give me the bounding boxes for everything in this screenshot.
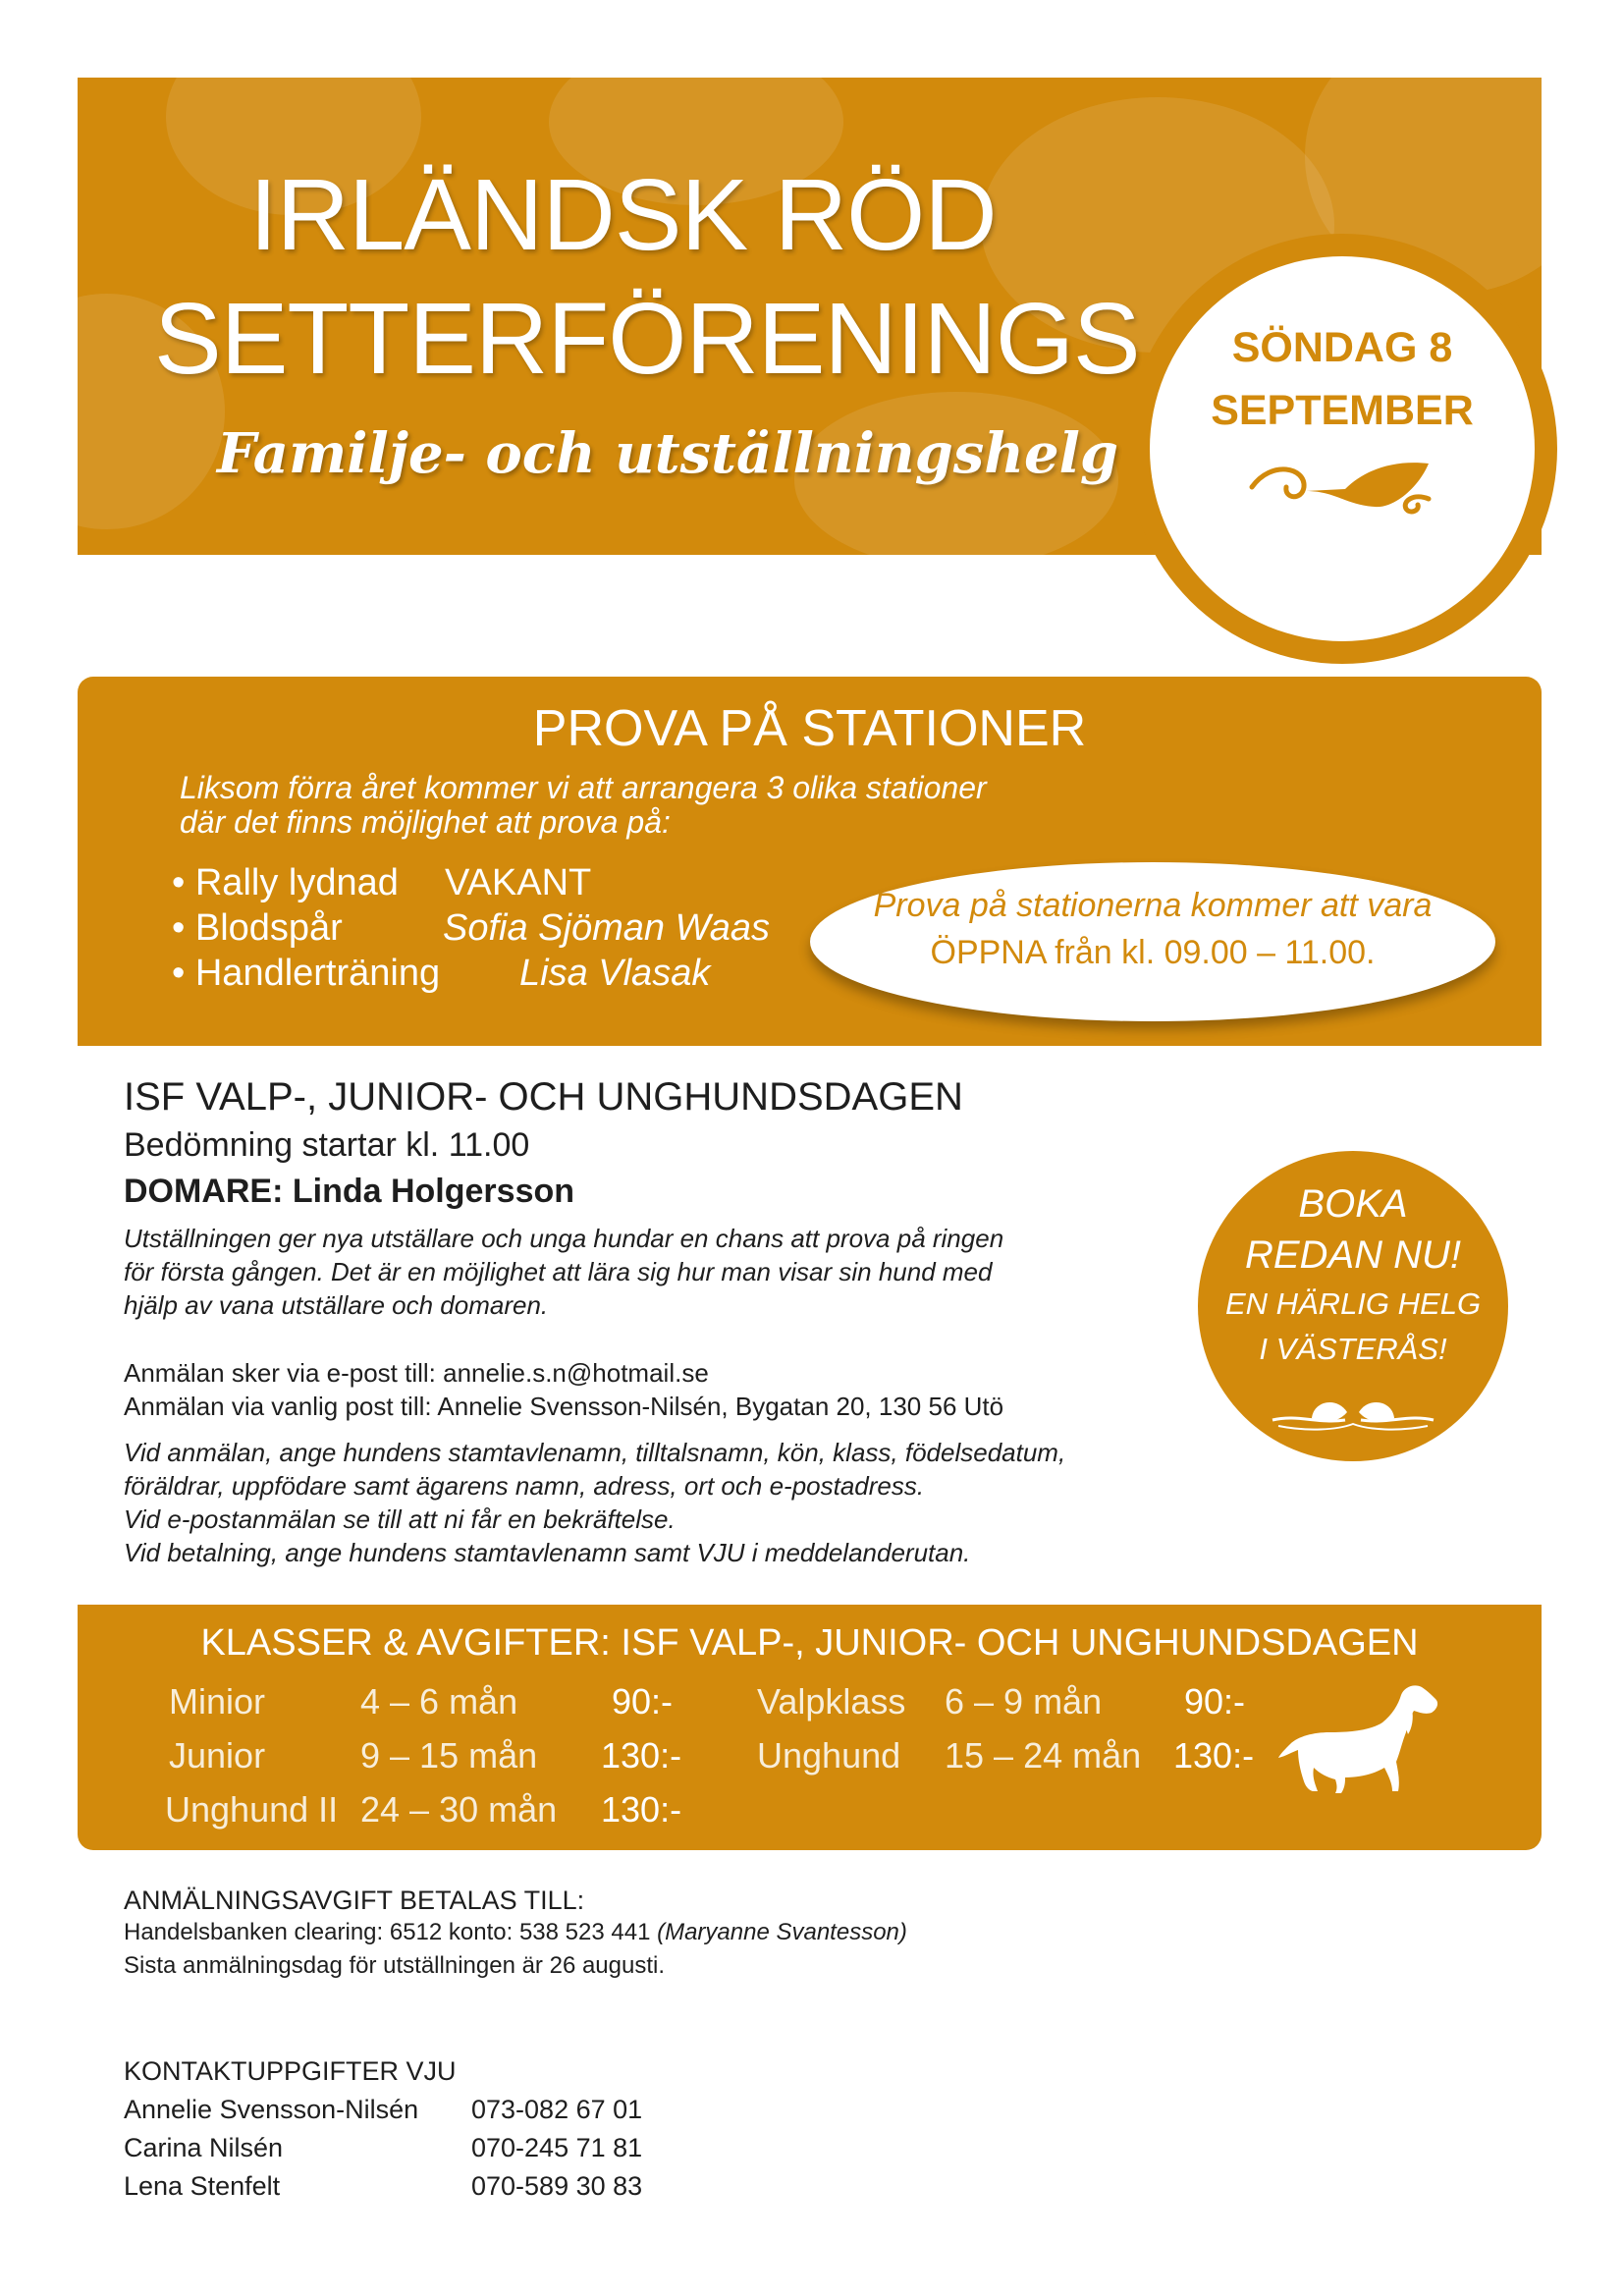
contact-name: Lena Stenfelt bbox=[124, 2171, 281, 2201]
class-name: Valpklass bbox=[757, 1681, 906, 1722]
book-now-line: REDAN NU! bbox=[1244, 1233, 1462, 1277]
leaf-ornament-icon bbox=[1247, 450, 1443, 519]
contact-name: Carina Nilsén bbox=[124, 2133, 284, 2162]
info-line: föräldrar, uppfödare samt ägarens namn, adress, ort och e-postadress. bbox=[124, 1471, 925, 1501]
bank-account: Handelsbanken clearing: 6512 konto: 538 523 441 bbox=[124, 1919, 651, 1945]
opening-hours-time: ÖPPNA från kl. 09.00 – 11.00. bbox=[930, 934, 1376, 971]
book-now-text bbox=[1198, 1178, 1508, 1371]
date-month: SEPTEMBER bbox=[1211, 387, 1474, 434]
class-fee: 130:- bbox=[601, 1735, 682, 1776]
class-name: Junior bbox=[169, 1735, 266, 1776]
station-name: • Handlerträning bbox=[172, 953, 441, 994]
bank-account-holder: (Maryanne Svantesson) bbox=[657, 1919, 907, 1945]
class-name: Unghund bbox=[757, 1735, 901, 1776]
isf-description bbox=[124, 1222, 1003, 1322]
opening-hours-text bbox=[810, 882, 1495, 976]
registration-deadline: Sista anmälningsdag för utställningen är 26 augusti. bbox=[124, 1952, 666, 1979]
description-line: för första gången. Det är en möjlighet att lära sig hur man visar sin hund med bbox=[124, 1257, 993, 1286]
isf-heading: ISF VALP-, JUNIOR- OCH UNGHUNDSDAGEN bbox=[124, 1075, 963, 1119]
class-name: Unghund II bbox=[165, 1789, 339, 1830]
info-line: Vid e-postanmälan se till att ni får en bekräftelse. bbox=[124, 1504, 676, 1534]
date-badge bbox=[1150, 256, 1535, 641]
stations-intro bbox=[180, 771, 1162, 840]
station-item bbox=[172, 953, 711, 995]
book-now-line: EN HÄRLIG HELG bbox=[1224, 1286, 1482, 1321]
contacts-heading: KONTAKTUPPGIFTER VJU bbox=[124, 2056, 457, 2086]
classes-fees-heading: KLASSER & AVGIFTER: ISF VALP-, JUNIOR- OCH UNGHUNDSDAGEN bbox=[200, 1622, 1419, 1664]
station-name: • Rally lydnad bbox=[172, 862, 399, 903]
class-age: 4 – 6 mån bbox=[360, 1681, 518, 1722]
class-name: Minior bbox=[169, 1681, 266, 1722]
station-person: Lisa Vlasak bbox=[519, 953, 711, 994]
station-person: VAKANT bbox=[445, 862, 592, 903]
contact-phone: 070-245 71 81 bbox=[471, 2133, 643, 2162]
class-fee: 130:- bbox=[601, 1789, 682, 1830]
book-now-line: BOKA bbox=[1298, 1182, 1408, 1226]
class-fee: 90:- bbox=[612, 1681, 674, 1722]
bank-details bbox=[124, 1919, 907, 1946]
station-item bbox=[172, 862, 592, 904]
registration-email: Anmälan sker via e-post till: annelie.s.n@hotmail.se bbox=[124, 1358, 709, 1388]
class-fee: 130:- bbox=[1173, 1735, 1255, 1776]
description-line: Utställningen ger nya utställare och unga hundar en chans att prova på ringen bbox=[124, 1224, 1004, 1253]
station-item bbox=[172, 907, 771, 950]
class-age: 6 – 9 mån bbox=[945, 1681, 1103, 1722]
station-name: • Blodspår bbox=[172, 907, 343, 949]
class-fee: 90:- bbox=[1184, 1681, 1246, 1722]
date-day: SÖNDAG 8 bbox=[1231, 324, 1453, 371]
judge-name: DOMARE: Linda Holgersson bbox=[124, 1173, 575, 1210]
contact-name: Annelie Svensson-Nilsén bbox=[124, 2095, 419, 2124]
setter-dog-icon bbox=[1276, 1679, 1443, 1797]
description-line: hjälp av vana utställare och domaren. bbox=[124, 1290, 549, 1320]
station-person: Sofia Sjöman Waas bbox=[443, 907, 771, 949]
registration-info bbox=[124, 1436, 1065, 1569]
class-age: 9 – 15 mån bbox=[360, 1735, 538, 1776]
subtitle: Familje- och utställningshelg bbox=[217, 421, 1119, 486]
payment-heading: ANMÄLNINGSAVGIFT BETALAS TILL: bbox=[124, 1886, 585, 1915]
info-line: Vid betalning, ange hundens stamtavlenamn samt VJU i meddelanderutan. bbox=[124, 1538, 971, 1567]
leaf-ornament-icon bbox=[1269, 1394, 1437, 1434]
contact-phone: 070-589 30 83 bbox=[471, 2171, 643, 2201]
book-now-line: I VÄSTERÅS! bbox=[1259, 1332, 1447, 1366]
registration-post: Anmälan via vanlig post till: Annelie Svensson-Nilsén, Bygatan 20, 130 56 Utö bbox=[124, 1392, 1004, 1421]
opening-hours-line: Prova på stationerna kommer att vara bbox=[873, 887, 1433, 924]
contact-phone: 073-082 67 01 bbox=[471, 2095, 643, 2124]
event-date bbox=[1150, 316, 1535, 442]
judging-start: Bedömning startar kl. 11.00 bbox=[124, 1126, 530, 1164]
title-line-2: SETTERFÖRENINGS bbox=[154, 282, 1140, 395]
stations-heading: PROVA PÅ STATIONER bbox=[532, 700, 1087, 757]
stations-intro-line: där det finns möjlighet att prova på: bbox=[180, 804, 671, 840]
class-age: 15 – 24 mån bbox=[945, 1735, 1142, 1776]
info-line: Vid anmälan, ange hundens stamtavlenamn, tilltalsnamn, kön, klass, födelsedatum, bbox=[124, 1438, 1066, 1467]
class-age: 24 – 30 mån bbox=[360, 1789, 558, 1830]
title-line-1: IRLÄNDSK RÖD bbox=[249, 158, 997, 271]
stations-intro-line: Liksom förra året kommer vi att arrangera 3 olika stationer bbox=[180, 770, 987, 805]
